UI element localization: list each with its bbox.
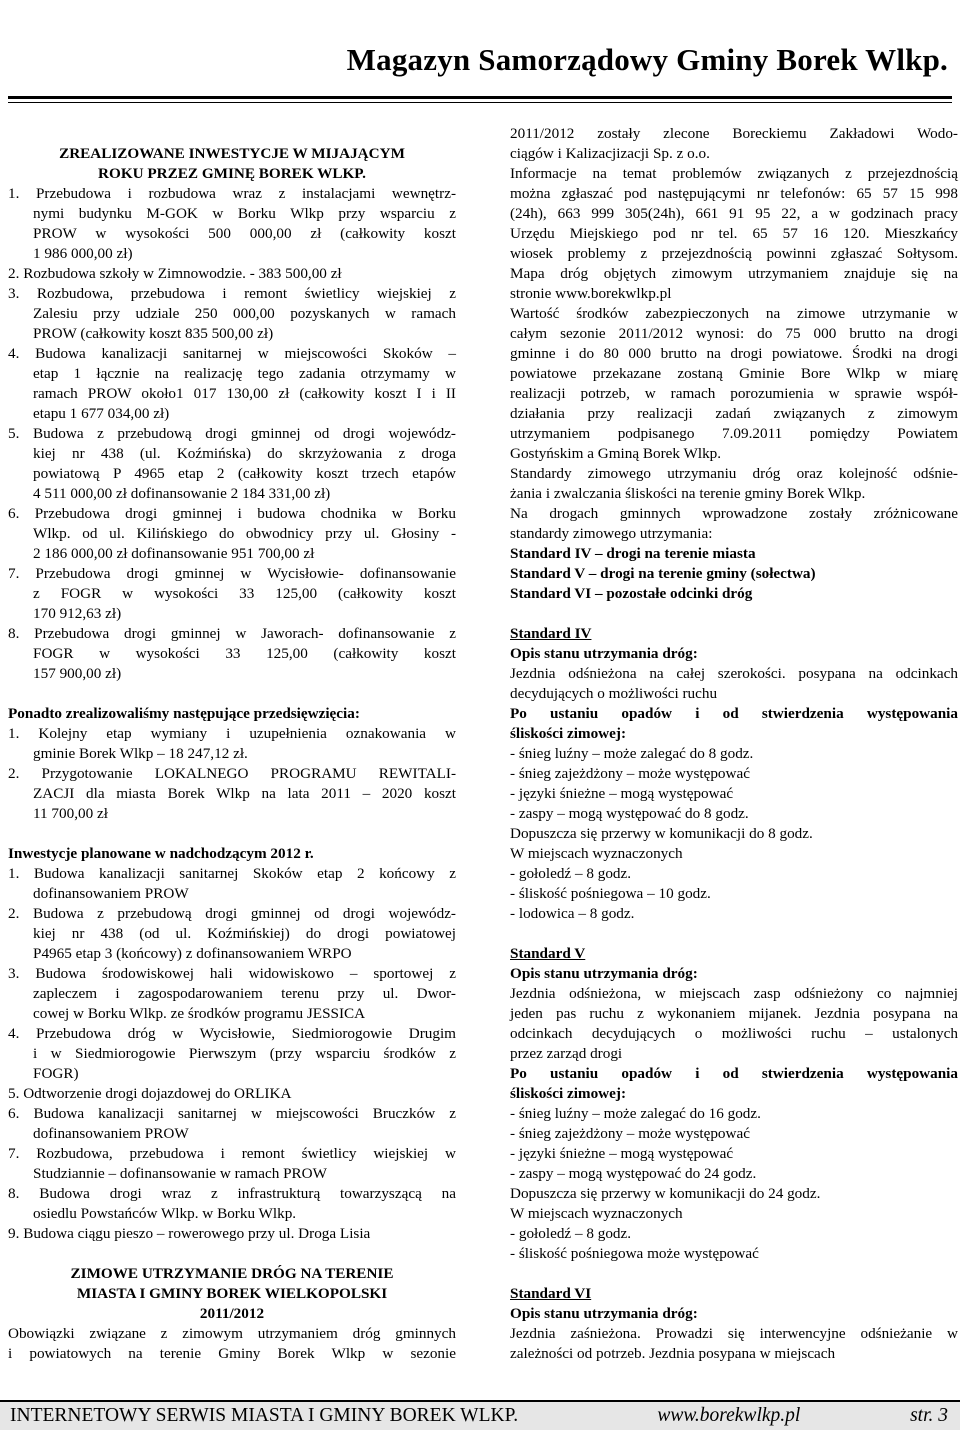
text-line: FOGR w wysokości 33 125,00 (całkowity koszt	[33, 645, 456, 662]
text-line: odcinkach decydujących o możliwości ruchu – ustalonych	[510, 1025, 958, 1042]
text-line: 2. Przygotowanie LOKALNEGO PROGRAMU REWITALI-	[8, 765, 456, 782]
text-line: 5. Budowa z przebudową drogi gminnej od drogi wojewódz-	[8, 425, 456, 442]
text-line: realizacji potrzeb, w ramach porozumienia w sprawie współ-	[510, 385, 958, 402]
text-line: kiej nr 438 (ul. Koźmińska) do skrzyżowania z droga	[33, 445, 456, 462]
text-line: W miejscach wyznaczonych	[510, 845, 683, 862]
text-line: przez zarząd drogi	[510, 1045, 623, 1062]
text-line: ZACJI dla miasta Borek Wlkp na lata 2011 – 2020 koszt	[33, 785, 456, 802]
text-line: i w Siedmiorogowie Pierwszym (przy wsparciu środków z	[33, 1045, 456, 1062]
text-line: utrzymaniem podpisanego 7.09.2011 pomiędzy Powiatem	[510, 425, 958, 442]
text-line: 4. Przebudowa dróg w Wycisłowie, Siedmiorogowie Drugim	[8, 1025, 456, 1042]
text-line: 2011/2012	[199, 1305, 265, 1322]
text-line: żania i zwalczania śliskości na terenie gminy Borek Wlkp.	[510, 485, 866, 502]
text-line: dofinansowaniem PROW	[33, 1125, 189, 1142]
text-line: 5. Odtworzenie drogi dojazdowej do ORLIKA	[8, 1085, 292, 1102]
text-line: zależności od potrzeb. Jezdnia posypana w miejscach	[510, 1345, 836, 1362]
text-line: Standard V	[510, 945, 586, 962]
text-line: z FOGR w wysokości 33 125,00 (całkowity koszt	[33, 585, 456, 602]
text-line: - języki śnieżne – mogą występować	[510, 1145, 734, 1162]
text-line: nymi budynku M-GOK w Borku Wlkp przy wsparciu z	[33, 205, 456, 222]
text-line: Po ustaniu opadów i od stwierdzenia występowania	[510, 705, 958, 722]
text-line: - śliskość pośniegowa – 10 godz.	[510, 885, 711, 902]
text-line: etap 1 łącznie na realizację tego zadania otrzymamy w	[33, 365, 456, 382]
text-line: 8. Przebudowa drogi gminnej w Jaworach- dofinansowanie z	[8, 625, 456, 642]
text-line: Inwestycje planowane w nadchodzącym 2012 r.	[8, 845, 314, 862]
text-line: gminie Borek Wlkp – 18 247,12 zł.	[33, 745, 248, 762]
text-line: Obowiązki związane z zimowym utrzymaniem dróg gminnych	[8, 1325, 456, 1342]
text-line: - śliskość pośniegowa może występować	[510, 1245, 759, 1262]
text-line: - zaspy – mogą występować do 24 godz.	[510, 1165, 757, 1182]
text-line: 157 900,00 zł)	[33, 665, 122, 682]
text-line: - języki śnieżne – mogą występować	[510, 785, 734, 802]
text-line: Standard V – drogi na terenie gminy (sołectwa)	[510, 565, 816, 582]
text-line: jeden pas ruchu z wykonaniem mijanek. Jezdnia posypana na	[510, 1005, 958, 1022]
text-line: MIASTA I GMINY BOREK WIELKOPOLSKI	[76, 1285, 388, 1302]
text-line: - śnieg luźny – może zalegać do 8 godz.	[510, 745, 754, 762]
text-line: 1. Budowa kanalizacji sanitarnej Skoków etap 2 końcowy z	[8, 865, 456, 882]
text-line: Wartość środków zabezpieczonych na zimowe utrzymanie w	[510, 305, 958, 322]
text-line: 4 511 000,00 zł dofinansowanie 2 184 331,00 zł)	[33, 485, 331, 502]
text-line: Ponadto zrealizowaliśmy następujące przedsięwzięcia:	[8, 705, 360, 722]
text-line: ciągów i Kalizacjizacji Sp. z o.o.	[510, 145, 710, 162]
footer-url[interactable]: www.borekwlkp.pl	[657, 1405, 801, 1426]
text-line: - zaspy – mogą występować do 8 godz.	[510, 805, 749, 822]
text-line: - śnieg zajeżdżony – może występować	[510, 765, 750, 782]
text-line: 6. Przebudowa drogi gminnej i budowa chodnika w Borku	[8, 505, 456, 522]
text-line: Standardy zimowego utrzymaniu dróg oraz kolejność odśnie-	[510, 465, 958, 482]
text-line: 2. Budowa z przebudową drogi gminnej od drogi wojewódz-	[8, 905, 456, 922]
text-line: śliskości zimowej:	[510, 725, 626, 742]
text-line: 2 186 000,00 zł dofinansowanie 951 700,00 zł	[33, 545, 315, 562]
text-line: zapleczem i zagospodarowaniem terenu przy ul. Dwor-	[33, 985, 456, 1002]
text-line: etapu 1 677 034,00 zł)	[33, 405, 170, 422]
text-line: Standard VI	[510, 1285, 592, 1302]
footer-page-number: str. 3	[910, 1405, 948, 1426]
text-line: Dopuszcza się przerwy w komunikacji do 8 godz.	[510, 825, 813, 842]
text-line: - lodowica – 8 godz.	[510, 905, 635, 922]
text-line: 6. Budowa kanalizacji sanitarnej w miejscowości Bruczków z	[8, 1105, 456, 1122]
text-line: 1. Kolejny etap wymiany i uzupełnienia oznakowania w	[8, 725, 456, 742]
text-line: cowej w Borku Wlkp. ze środków programu JESSICA	[33, 1005, 366, 1022]
text-line: Jezdnia zaśnieżona. Prowadzi się interwencyjne odśnieżanie w	[510, 1325, 958, 1342]
text-line: 2. Rozbudowa szkoły w Zimnowodzie. - 383 500,00 zł	[8, 265, 342, 282]
text-line: Standard VI – pozostałe odcinki dróg	[510, 585, 753, 602]
text-line: Na drogach gminnych wprowadzone zostały zróżnicowane	[510, 505, 958, 522]
text-line: całym sezonie 2011/2012 wynosi: do 75 000 brutto na drogi	[510, 325, 958, 342]
text-line: 3. Budowa środowiskowej hali widowiskowo – sportowej z	[8, 965, 456, 982]
text-line: Standard IV	[510, 625, 592, 642]
text-line: W miejscach wyznaczonych	[510, 1205, 683, 1222]
text-line: 170 912,63 zł)	[33, 605, 122, 622]
text-line: Gostyńskim a Gminą Borek Wlkp.	[510, 445, 722, 462]
text-line: ramach PROW około1 017 130,00 zł (całkowity koszt I i II	[33, 385, 456, 402]
text-line: Po ustaniu opadów i od stwierdzenia występowania	[510, 1065, 958, 1082]
text-line: Mapa dróg objętych zimowym utrzymaniem znajduje się na	[510, 265, 958, 282]
text-line: Standard IV – drogi na terenie miasta	[510, 545, 756, 562]
footer-bar	[0, 1400, 960, 1430]
text-line: wiosek problemy z przejezdnością powinni zgłaszać Sołtysom.	[510, 245, 958, 262]
header-rule	[8, 96, 952, 99]
text-line: powiatowe przekazane zostaną Gminie Bore Wlkp w miarę	[510, 365, 958, 382]
magazine-title: Magazyn Samorządowy Gminy Borek Wlkp.	[346, 42, 948, 77]
text-line: PROW w wysokości 500 000,00 zł (całkowity koszt	[33, 225, 456, 242]
text-line: 3. Rozbudowa, przebudowa i remont świetlicy wiejskiej z	[8, 285, 456, 302]
text-line: Jezdnia odśnieżona na całej szerokości. posypana na odcinkach	[510, 665, 958, 682]
text-line: 8. Budowa drogi wraz z infrastrukturą towarzyszącą na	[8, 1185, 456, 1202]
text-line: - śnieg luźny – może zalegać do 16 godz.	[510, 1105, 761, 1122]
text-line: Studziannie – dofinansowanie w ramach PROW	[33, 1165, 327, 1182]
text-line: śliskości zimowej:	[510, 1085, 626, 1102]
text-line: 7. Rozbudowa, przebudowa i remont świetlicy wiejskiej w	[8, 1145, 456, 1162]
text-line: 1. Przebudowa i rozbudowa wraz z instalacjami wewnętrz-	[8, 185, 456, 202]
text-line: 11 700,00 zł	[33, 805, 108, 822]
text-line: stronie www.borekwlkp.pl	[510, 285, 672, 302]
text-line: działania przy realizacji zadań związanych z zimowym	[510, 405, 958, 422]
text-line: 1 986 000,00 zł)	[33, 245, 133, 262]
text-line: 7. Przebudowa drogi gminnej w Wycisłowie- dofinansowanie	[8, 565, 456, 582]
text-line: - śnieg zajeżdżony – może występować	[510, 1125, 750, 1142]
text-line: gminne i do 80 000 brutto na drogi powiatowe. Środki na drogi	[510, 345, 958, 362]
text-line: 4. Budowa kanalizacji sanitarnej w miejscowości Skoków –	[8, 345, 456, 362]
text-line: 9. Budowa ciągu pieszo – rowerowego przy ul. Droga Lisia	[8, 1225, 371, 1242]
text-line: decydujących o możliwości ruchu	[510, 685, 718, 702]
text-line: ZREALIZOWANE INWESTYCJE W MIJAJĄCYM	[59, 145, 405, 162]
text-line: standardy zimowego utrzymania:	[510, 525, 713, 542]
header-rule-thin	[8, 102, 952, 103]
text-line: powiatową P 4965 etap 2 (całkowity koszt trzech etapów	[33, 465, 456, 482]
text-line: Jezdnia odśnieżona, w miejscach zasp odśnieżony co najmniej	[510, 985, 958, 1002]
text-line: Wlkp. od ul. Kilińskiego do obwodnicy przy ul. Głosiny -	[33, 525, 456, 542]
text-line: Opis stanu utrzymania dróg:	[510, 965, 698, 982]
text-line: - gołoledź – 8 godz.	[510, 865, 632, 882]
text-line: ROKU PRZEZ GMINĘ BOREK WLKP.	[98, 165, 366, 182]
text-line: można zgłaszać pod następującymi nr telefonów: 65 57 15 998	[510, 185, 958, 202]
text-line: Opis stanu utrzymania dróg:	[510, 645, 698, 662]
text-line: ZIMOWE UTRZYMANIE DRÓG NA TERENIE	[70, 1265, 394, 1282]
text-line: i powiatowych na terenie Gminy Borek Wlkp w sezonie	[8, 1345, 456, 1362]
text-line: (24h), 663 999 305(24h), 661 91 95 22, a w godzinach pracy	[510, 205, 958, 222]
text-line: Zalesiu przy udziale 250 000,00 pozyskanych w ramach	[33, 305, 456, 322]
text-line: kiej nr 438 (od ul. Koźmińskiej) do drogi powiatowej	[33, 925, 456, 942]
text-line: 2011/2012 zostały zlecone Boreckiemu Zakładowi Wodo-	[510, 125, 958, 142]
text-line: Opis stanu utrzymania dróg:	[510, 1305, 698, 1322]
text-line: osiedlu Powstańców Wlkp. w Borku Wlkp.	[33, 1205, 297, 1222]
text-line: P4965 etap 3 (końcowy) z dofinansowaniem WRPO	[33, 945, 352, 962]
text-line: PROW (całkowity koszt 835 500,00 zł)	[33, 325, 274, 342]
text-line: Informacje na temat problemów związanych z przejezdnością	[510, 165, 958, 182]
text-line: dofinansowaniem PROW	[33, 885, 189, 902]
text-line: Dopuszcza się przerwy w komunikacji do 24 godz.	[510, 1185, 821, 1202]
footer-site-name: INTERNETOWY SERWIS MIASTA I GMINY BOREK WLKP.	[10, 1405, 519, 1426]
text-line: Urzędu Miejskiego pod nr tel. 65 57 16 120. Mieszkańcy	[510, 225, 958, 242]
text-line: - gołoledź – 8 godz.	[510, 1225, 632, 1242]
text-line: FOGR)	[33, 1065, 79, 1082]
